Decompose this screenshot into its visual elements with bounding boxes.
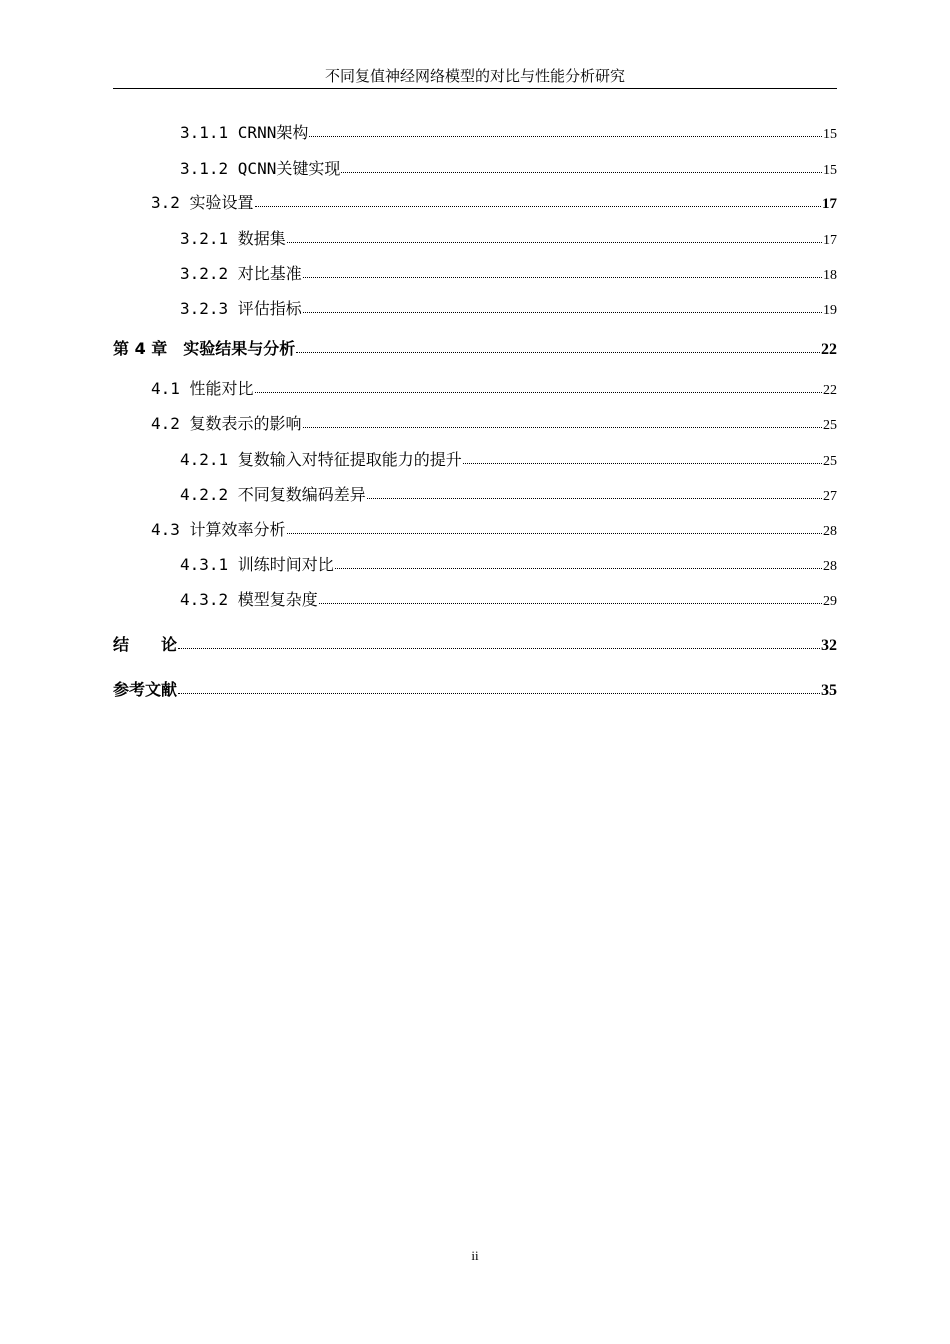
dot-leader (287, 533, 822, 534)
toc-entry-conclusion[interactable] (113, 632, 837, 655)
dot-leader (296, 352, 820, 353)
dot-leader (178, 648, 820, 649)
header-rule (113, 88, 837, 89)
toc-entry-label: 结 论 (113, 635, 178, 654)
toc-entry-label: 4.3.1 训练时间对比 (180, 555, 334, 574)
dot-leader (303, 277, 822, 278)
toc-entry-label: 3.1.1 CRNN架构 (180, 123, 309, 142)
toc-entry-3-1-1[interactable] (113, 120, 837, 143)
running-header: 不同复值神经网络模型的对比与性能分析研究 (324, 67, 625, 85)
toc-entry-label: 3.2.2 对比基准 (180, 264, 302, 283)
toc-entry-label: 4.3 计算效率分析 (151, 520, 286, 539)
toc-entry-page: 19 (823, 303, 837, 318)
toc-entry-4-2-2[interactable] (113, 482, 837, 505)
dot-leader (303, 427, 822, 428)
toc-entry-page: 25 (823, 418, 837, 433)
toc-entry-3-2-2[interactable] (113, 261, 837, 284)
dot-leader (335, 568, 822, 569)
dot-leader (178, 693, 820, 694)
dot-leader (255, 206, 821, 207)
toc-entry-page: 35 (821, 682, 837, 699)
dot-leader (309, 136, 822, 137)
dot-leader (341, 172, 822, 173)
toc-entry-label: 第 4 章 实验结果与分析 (113, 339, 296, 358)
dot-leader (255, 392, 822, 393)
toc-entry-page: 22 (821, 341, 837, 358)
toc-entry-label: 3.2.1 数据集 (180, 229, 286, 248)
toc-entry-3-2-3[interactable] (113, 296, 837, 319)
toc-entry-label: 3.1.2 QCNN关键实现 (180, 159, 341, 178)
toc-entry-page: 17 (822, 196, 837, 212)
toc-entry-page: 22 (823, 383, 837, 398)
toc-entry-page: 18 (823, 268, 837, 283)
dot-leader (319, 603, 822, 604)
toc-entry-label: 4.2 复数表示的影响 (151, 414, 302, 433)
toc-entry-page: 25 (823, 454, 837, 469)
toc-entry-page: 15 (823, 127, 837, 142)
toc-entry-label: 4.2.2 不同复数编码差异 (180, 485, 366, 504)
toc-entry-3-2-1[interactable] (113, 226, 837, 249)
toc-entry-label: 4.1 性能对比 (151, 379, 254, 398)
toc-entry-page: 28 (823, 559, 837, 574)
toc-entry-3-1-2[interactable] (113, 156, 837, 179)
toc-entry-page: 27 (823, 489, 837, 504)
dot-leader (303, 312, 822, 313)
toc-entry-4-3-1[interactable] (113, 552, 837, 575)
toc-entry-label: 3.2 实验设置 (151, 193, 254, 212)
footer-page-number: ii (471, 1248, 479, 1263)
toc-entry-page: 17 (823, 233, 837, 248)
toc-entry-label: 4.3.2 模型复杂度 (180, 590, 318, 609)
toc-entry-page: 15 (823, 163, 837, 178)
toc-entry-label: 参考文献 (113, 680, 178, 699)
toc-entry-3-2[interactable] (113, 190, 837, 213)
toc-entry-4-2-1[interactable] (113, 447, 837, 470)
dot-leader (287, 242, 822, 243)
dot-leader (367, 498, 822, 499)
toc-entry-chapter-4[interactable] (113, 336, 837, 359)
toc-entry-label: 3.2.3 评估指标 (180, 299, 302, 318)
toc-entry-4-3-2[interactable] (113, 587, 837, 610)
toc-entry-4-1[interactable] (113, 376, 837, 399)
toc-entry-4-2[interactable] (113, 411, 837, 434)
dot-leader (463, 463, 822, 464)
toc-entry-references[interactable] (113, 677, 837, 700)
toc-entry-page: 29 (823, 594, 837, 609)
toc-entry-4-3[interactable] (113, 517, 837, 540)
toc-entry-page: 28 (823, 524, 837, 539)
toc-entry-page: 32 (821, 637, 837, 654)
toc-entry-label: 4.2.1 复数输入对特征提取能力的提升 (180, 450, 462, 469)
